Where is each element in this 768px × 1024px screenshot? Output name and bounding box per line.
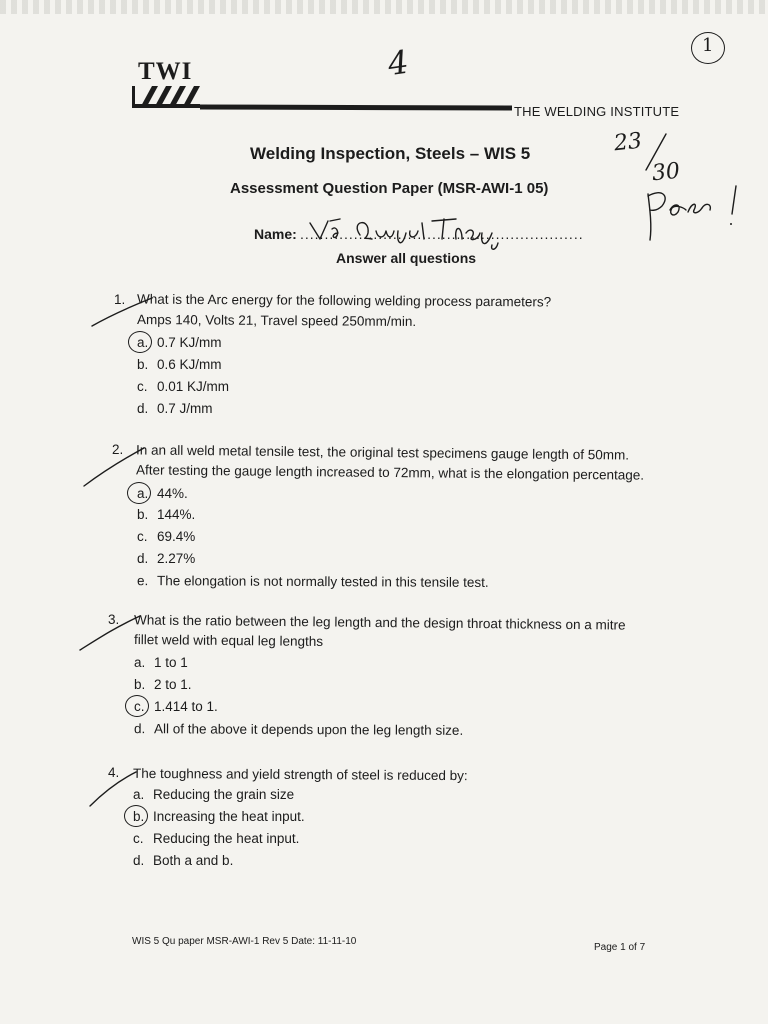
option-text: 0.7 J/mm <box>157 401 213 416</box>
option-letter: d. <box>133 853 145 868</box>
page-title: Welding Inspection, Steels – WIS 5 <box>250 144 531 163</box>
option-b <box>137 507 195 522</box>
option-text: Increasing the heat input. <box>153 809 305 824</box>
option-text: 0.7 KJ/mm <box>157 335 222 350</box>
option-text: 2 to 1. <box>154 677 192 692</box>
option-text: 44%. <box>157 486 188 501</box>
score-denominator: 30 <box>650 158 682 187</box>
option-text: Reducing the grain size <box>153 787 295 802</box>
tick-mark-icon <box>88 296 158 330</box>
option-text: The elongation is not normally tested in this tensile test. <box>156 573 489 590</box>
option-letter: a. <box>137 486 149 501</box>
header-rule <box>200 104 512 110</box>
institute-name: THE WELDING INSTITUTE <box>514 104 680 119</box>
name-label: Name: <box>254 226 297 242</box>
handwritten-name-signature <box>306 215 501 253</box>
footer-document-ref: WIS 5 Qu paper MSR-AWI-1 Rev 5 Date: 11-11-10 <box>132 936 357 947</box>
option-letter: c. <box>134 699 145 714</box>
option-c <box>133 831 299 846</box>
question-number: 3. <box>108 612 120 627</box>
tick-mark-icon <box>76 614 146 654</box>
option-letter: d. <box>137 551 149 566</box>
name-field-dots: .......................................................... <box>300 226 584 242</box>
footer-page-number: Page 1 of 7 <box>594 942 646 953</box>
twi-logo-icon <box>132 84 200 110</box>
question-text: fillet weld with equal leg lengths <box>133 632 324 649</box>
answer-circle <box>125 695 149 717</box>
option-text: All of the above it depends upon the leg length size. <box>153 721 464 738</box>
option-letter: a. <box>133 787 145 802</box>
scan-noise <box>0 0 768 14</box>
option-text: 144%. <box>157 507 196 522</box>
option-text: 1.414 to 1. <box>154 699 218 714</box>
twi-logo-text: TWI <box>138 58 193 85</box>
option-c <box>137 529 195 544</box>
option-letter: a. <box>137 335 149 350</box>
option-d <box>137 401 213 416</box>
handwritten-page-mark: 4 <box>385 42 411 84</box>
option-b <box>137 357 222 372</box>
option-a <box>134 655 188 670</box>
question-text: After testing the gauge length increased to 72mm, what is the elongation percentage. <box>135 462 645 483</box>
question-text: What is the Arc energy for the following welding process parameters? <box>136 291 552 310</box>
option-d <box>133 853 233 868</box>
option-letter: c. <box>133 831 144 846</box>
option-text: 1 to 1 <box>154 655 188 670</box>
answer-circle <box>127 482 151 504</box>
option-text: Reducing the heat input. <box>153 831 300 846</box>
score-numerator: 23 <box>612 128 644 157</box>
pass-scribble-icon <box>640 180 750 250</box>
option-letter: d. <box>137 401 149 416</box>
option-d <box>134 721 463 738</box>
answer-circle <box>128 331 152 353</box>
option-c <box>137 379 229 394</box>
question-text: Amps 140, Volts 21, Travel speed 250mm/min. <box>136 312 417 329</box>
option-e <box>137 573 489 590</box>
question-number: 4. <box>108 765 120 780</box>
option-letter: b. <box>137 507 149 522</box>
page-number-circle-text: 1 <box>702 35 714 56</box>
option-letter: c. <box>137 379 148 394</box>
question-number: 1. <box>114 292 126 307</box>
question-text: In an all weld metal tensile test, the original test specimens gauge length of 50mm. <box>135 442 630 463</box>
option-text: 0.6 KJ/mm <box>157 357 222 372</box>
option-text: 2.27% <box>157 551 196 566</box>
option-letter: b. <box>133 809 145 824</box>
question-text: The toughness and yield strength of steel is reduced by: <box>132 765 468 784</box>
option-letter: e. <box>136 573 149 589</box>
answer-circle <box>124 805 148 827</box>
option-letter: d. <box>133 721 146 737</box>
option-d <box>137 551 195 566</box>
question-text: What is the ratio between the leg length and the design throat thickness on a mitre <box>133 612 626 633</box>
option-letter: b. <box>137 357 149 372</box>
option-letter: a. <box>134 655 146 670</box>
option-b <box>134 677 192 692</box>
option-text: Both a and b. <box>153 853 234 868</box>
instruction-text: Answer all questions <box>336 250 477 266</box>
page-subtitle: Assessment Question Paper (MSR-AWI-1 05) <box>230 180 549 197</box>
option-letter: b. <box>134 677 146 692</box>
option-a <box>133 787 294 802</box>
option-letter: c. <box>137 529 148 544</box>
option-text: 0.01 KJ/mm <box>157 379 230 394</box>
option-text: 69.4% <box>157 529 196 544</box>
option-b <box>133 809 305 824</box>
question-number: 2. <box>112 442 124 457</box>
